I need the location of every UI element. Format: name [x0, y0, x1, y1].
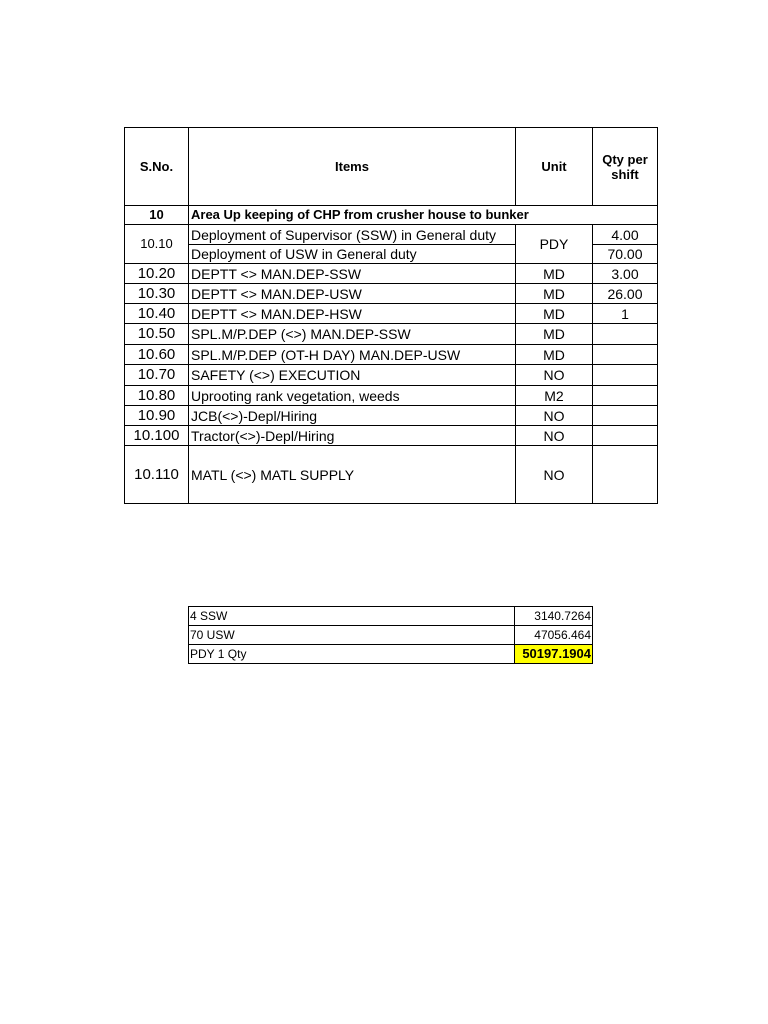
summary-row: [189, 607, 593, 626]
header-qty-line2: shift: [611, 166, 639, 182]
row-qty: [593, 365, 658, 386]
table-row: [125, 406, 658, 426]
row-unit: M2: [516, 386, 593, 406]
header-row: [125, 128, 658, 206]
row-item: DEPTT <> MAN.DEP-HSW: [189, 304, 516, 324]
row-qty: [593, 386, 658, 406]
row-unit: NO: [516, 365, 593, 386]
row-item: SAFETY (<>) EXECUTION: [189, 365, 516, 386]
table-row: [125, 324, 658, 345]
row-item: DEPTT <> MAN.DEP-USW: [189, 284, 516, 304]
row-unit: PDY: [516, 225, 593, 264]
table-row: [125, 264, 658, 284]
row-qty: [593, 406, 658, 426]
summary-table: [188, 606, 593, 664]
row-item: DEPTT <> MAN.DEP-SSW: [189, 264, 516, 284]
row-unit: NO: [516, 446, 593, 504]
row-qty: 70.00: [593, 245, 658, 264]
row-qty: 3.00: [593, 264, 658, 284]
row-sno: 10.20: [125, 264, 189, 284]
row-sno: 10.110: [125, 446, 189, 504]
table-row: [125, 345, 658, 365]
row-sno: 10.60: [125, 345, 189, 365]
row-item: SPL.M/P.DEP (<>) MAN.DEP-SSW: [189, 324, 516, 345]
summary-label: PDY 1 Qty: [189, 645, 515, 664]
summary-row: [189, 626, 593, 645]
row-unit: MD: [516, 345, 593, 365]
row-qty: 1: [593, 304, 658, 324]
row-item: SPL.M/P.DEP (OT-H DAY) MAN.DEP-USW: [189, 345, 516, 365]
row-unit: MD: [516, 304, 593, 324]
row-unit: MD: [516, 264, 593, 284]
header-unit: Unit: [516, 128, 593, 206]
row-sno: 10.10: [125, 225, 189, 264]
row-sno: 10.30: [125, 284, 189, 304]
row-item: JCB(<>)-Depl/Hiring: [189, 406, 516, 426]
row-item: Uprooting rank vegetation, weeds: [189, 386, 516, 406]
row-qty: 4.00: [593, 225, 658, 245]
row-qty: [593, 345, 658, 365]
table-row: [125, 284, 658, 304]
row-unit: MD: [516, 284, 593, 304]
summary-label: 4 SSW: [189, 607, 515, 626]
row-unit: NO: [516, 406, 593, 426]
row-qty: 26.00: [593, 284, 658, 304]
table-row: [125, 386, 658, 406]
summary-value: 3140.7264: [515, 607, 593, 626]
row-item: MATL (<>) MATL SUPPLY: [189, 446, 516, 504]
header-qty: [593, 128, 658, 206]
row-item: Deployment of Supervisor (SSW) in General duty: [189, 225, 516, 245]
header-items: Items: [189, 128, 516, 206]
summary-label: 70 USW: [189, 626, 515, 645]
row-sno: 10.70: [125, 365, 189, 386]
row-unit: MD: [516, 324, 593, 345]
section-title: Area Up keeping of CHP from crusher house to bunker: [189, 206, 658, 225]
section-sno: 10: [125, 206, 189, 225]
section-row: [125, 206, 658, 225]
table-row: [125, 426, 658, 446]
table-row: [125, 446, 658, 504]
summary-total-value: 50197.1904: [515, 645, 593, 664]
row-sno: 10.100: [125, 426, 189, 446]
summary-row: [189, 645, 593, 664]
row-qty: [593, 426, 658, 446]
table-row: [125, 304, 658, 324]
summary-value: 47056.464: [515, 626, 593, 645]
row-sno: 10.50: [125, 324, 189, 345]
row-item: Tractor(<>)-Depl/Hiring: [189, 426, 516, 446]
header-sno: S.No.: [125, 128, 189, 206]
row-sno: 10.40: [125, 304, 189, 324]
row-qty: [593, 324, 658, 345]
header-qty-line1: Qty per: [602, 151, 648, 167]
items-table: [124, 127, 658, 504]
row-unit: NO: [516, 426, 593, 446]
row-sno: 10.90: [125, 406, 189, 426]
row-sno: 10.80: [125, 386, 189, 406]
table-row: [125, 225, 658, 245]
row-qty: [593, 446, 658, 504]
table-row: [125, 365, 658, 386]
row-item: Deployment of USW in General duty: [189, 245, 516, 264]
